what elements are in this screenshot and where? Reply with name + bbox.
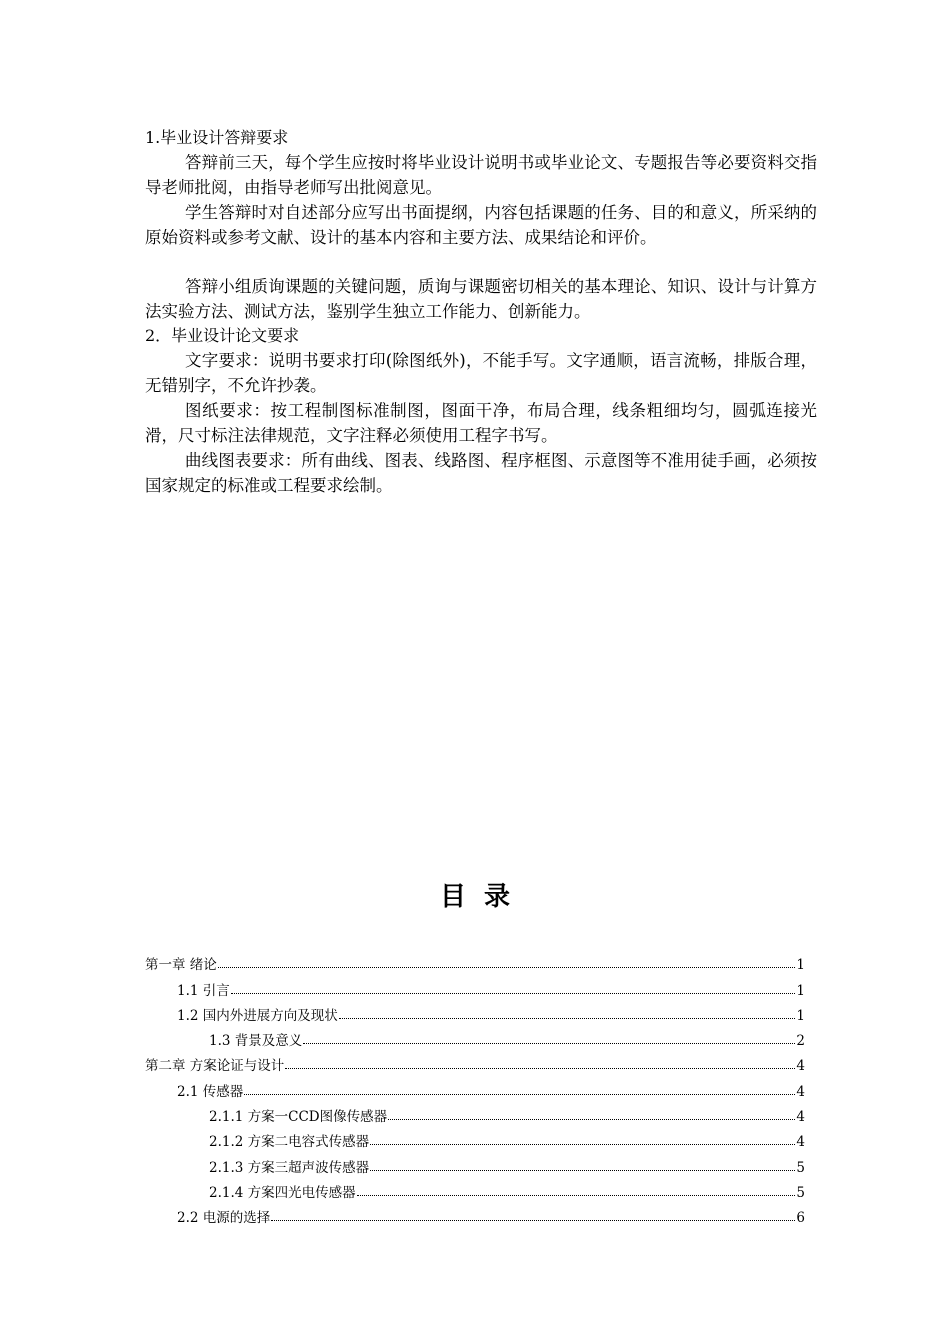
toc-title: 目录	[439, 882, 528, 912]
toc-entry-label: 2.1.4 方案四光电传感器	[209, 1184, 356, 1201]
paragraph: 答辩前三天，每个学生应按时将毕业设计说明书或毕业论文、专题报告等必要资料交指导老师批阅，由指导老师写出批阅意见。	[145, 153, 817, 197]
toc-entry-label: 1.1 引言	[177, 982, 230, 999]
toc-entry-label: 2.1.3 方案三超声波传感器	[209, 1159, 370, 1176]
toc-entry-label: 2.2 电源的选择	[177, 1210, 271, 1227]
toc-entry-page: 1	[796, 1007, 805, 1024]
toc-leader	[271, 1219, 795, 1221]
toc-entry-label: 第二章 方案论证与设计	[145, 1058, 285, 1075]
paragraph: 文字要求：说明书要求打印(除图纸外)，不能手写。文字通顺，语言流畅，排版合理，无错别字，不允许抄袭。	[145, 351, 817, 395]
toc-entry-label: 1.3 背景及意义	[209, 1033, 303, 1050]
toc-entry-page: 4	[796, 1134, 805, 1151]
toc-entry[interactable]	[145, 1049, 805, 1074]
toc-entry[interactable]	[145, 1024, 805, 1049]
toc-entry-page: 6	[796, 1210, 805, 1227]
toc-entry-page: 4	[796, 1058, 805, 1075]
toc-leader	[231, 992, 796, 994]
toc-entry-label: 2.1.2 方案二电容式传感器	[209, 1134, 370, 1151]
section-heading-thesis: 2．毕业设计论文要求	[145, 326, 300, 345]
toc-entry[interactable]	[145, 1201, 805, 1226]
toc-entry[interactable]	[145, 1125, 805, 1150]
paragraph: 曲线图表要求：所有曲线、图表、线路图、程序框图、示意图等不准用徒手画，必须按国家规定的标准或工程要求绘制。	[145, 451, 817, 495]
paragraph: 答辩小组质询课题的关键问题，质询与课题密切相关的基本理论、知识、设计与计算方法实验方法、测试方法，鉴别学生独立工作能力、创新能力。	[145, 277, 817, 321]
toc-entry-label: 1.2 国内外进展方向及现状	[177, 1007, 338, 1024]
paragraph: 学生答辩时对自述部分应写出书面提纲，内容包括课题的任务、目的和意义，所采纳的原始资料或参考文献、设计的基本内容和主要方法、成果结论和评价。	[145, 203, 817, 247]
toc-entry-page: 1	[796, 982, 805, 999]
toc-leader	[303, 1042, 795, 1044]
toc-leader	[339, 1017, 796, 1019]
toc-entry[interactable]	[145, 999, 805, 1024]
table-of-contents	[145, 948, 805, 1226]
toc-leader	[244, 1093, 795, 1095]
toc-leader	[285, 1067, 795, 1069]
section-heading-defense: 1.毕业设计答辩要求	[145, 128, 289, 147]
toc-leader	[370, 1143, 795, 1145]
toc-leader	[357, 1194, 796, 1196]
toc-entry-page: 4	[796, 1109, 805, 1126]
toc-entry-page: 4	[796, 1083, 805, 1100]
toc-entry-label: 2.1.1 方案一CCD图像传感器	[209, 1109, 388, 1126]
toc-entry-page: 5	[796, 1184, 805, 1201]
toc-entry[interactable]	[145, 973, 805, 998]
toc-entry-page: 2	[796, 1033, 805, 1050]
toc-leader	[388, 1118, 795, 1120]
toc-entry-label: 2.1 传感器	[177, 1083, 244, 1100]
toc-entry[interactable]	[145, 1100, 805, 1125]
toc-entry[interactable]	[145, 1176, 805, 1201]
toc-entry-page: 1	[796, 957, 805, 974]
toc-entry-page: 5	[796, 1159, 805, 1176]
paragraph: 图纸要求：按工程制图标准制图，图面干净，布局合理，线条粗细均匀，圆弧连接光滑，尺寸标注法律规范，文字注释必须使用工程字书写。	[145, 401, 817, 445]
toc-entry[interactable]	[145, 1074, 805, 1099]
toc-leader	[218, 966, 796, 968]
toc-entry[interactable]	[145, 948, 805, 973]
toc-leader	[370, 1169, 795, 1171]
toc-entry[interactable]	[145, 1150, 805, 1175]
toc-entry-label: 第一章 绪论	[145, 957, 217, 974]
